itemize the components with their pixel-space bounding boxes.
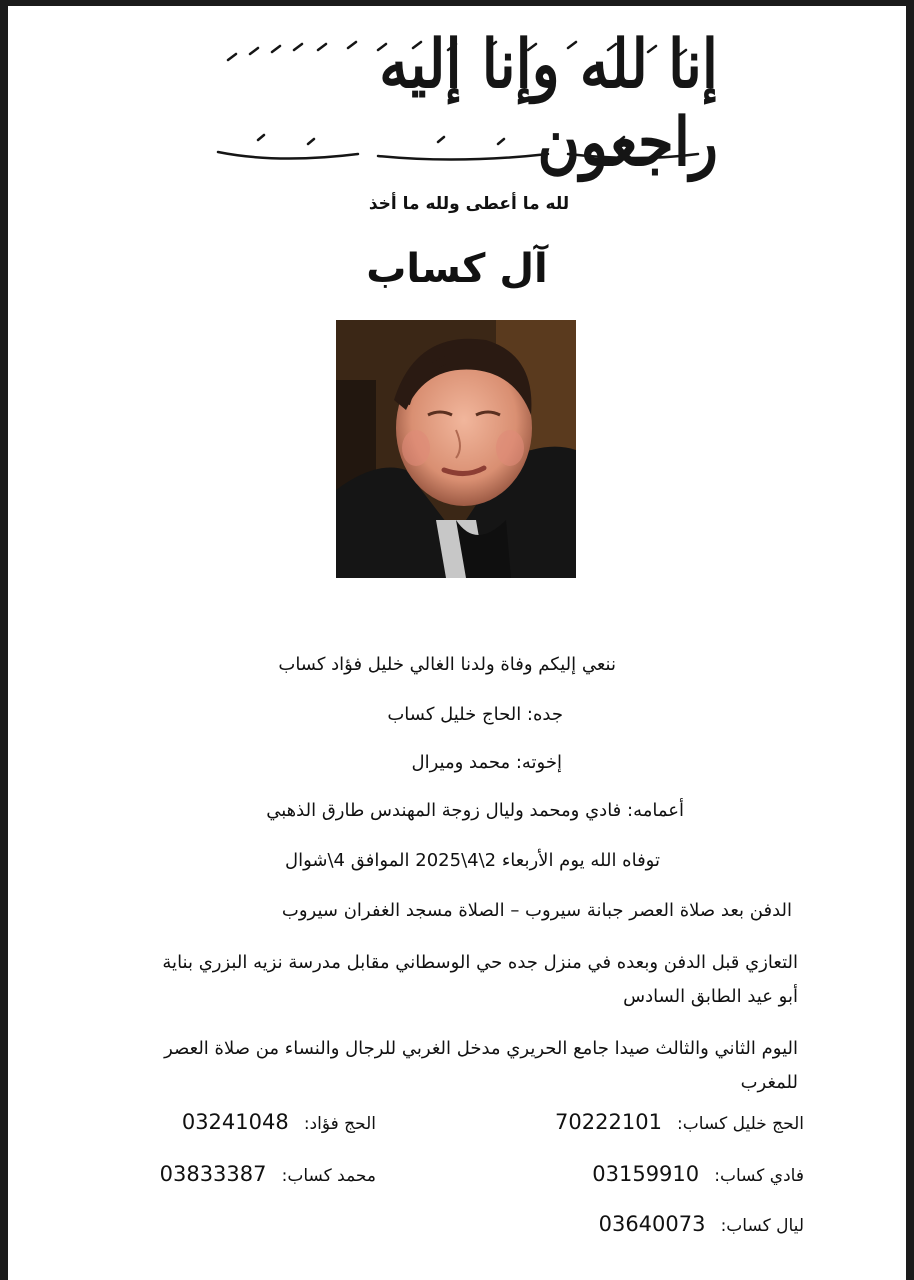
quran-verse-calligraphy (198, 24, 718, 182)
contact-fouad (182, 1110, 376, 1134)
contact-number[interactable]: 03241048 (181, 1110, 289, 1134)
uncles-text: أعمامه: فادي ومحمد وليال زوجة المهندس طارق الذهبي (266, 800, 684, 821)
contact-label: ليال كساب: (720, 1216, 804, 1236)
announcement-text: ننعي إليكم وفاة ولدنا الغالي خليل فؤاد كساب (278, 654, 616, 675)
contact-number[interactable]: 03640073 (598, 1212, 706, 1236)
contact-layal (599, 1212, 804, 1236)
contact-fadi (592, 1162, 804, 1186)
contact-mohamad (160, 1162, 376, 1186)
grandfather-text: جده: الحاج خليل كساب (387, 704, 563, 725)
death-date-text: توفاه الله يوم الأربعاء 2\4\2025 الموافق 4\شوال (285, 850, 660, 871)
contact-label: الحج فؤاد: (303, 1114, 376, 1134)
family-name: آل كساب (366, 246, 548, 292)
second-third-days-text: اليوم الثاني والثالث صيدا جامع الحريري مدخل الغربي للرجال والنساء من صلاة العصر للمغرب (164, 1038, 798, 1093)
condolences-text: التعازي قبل الدفن وبعده في منزل جده حي الوسطاني مقابل مدرسة نزيه البزري بناية أبو عيد الطابق السادس (162, 952, 798, 1007)
contact-number[interactable]: 03833387 (159, 1162, 267, 1186)
obituary-page (8, 6, 906, 1280)
contact-label: محمد كساب: (281, 1166, 376, 1186)
contact-label: فادي كساب: (714, 1166, 804, 1186)
contact-number[interactable]: 03159910 (592, 1162, 700, 1186)
quran-verse-text: إنا لله وإنا إليه راجعون (379, 24, 718, 182)
burial-text: الدفن بعد صلاة العصر جبانة سيروب – الصلاة مسجد الغفران سيروب (281, 900, 792, 921)
deceased-photo (336, 320, 576, 578)
contact-label: الحج خليل كساب: (677, 1114, 804, 1134)
siblings-text: إخوته: محمد وميرال (411, 752, 562, 773)
contact-number[interactable]: 70222101 (555, 1110, 662, 1134)
contact-khalil (555, 1110, 804, 1134)
subtitle: لله ما أعطى ولله ما أخذ (368, 194, 570, 214)
